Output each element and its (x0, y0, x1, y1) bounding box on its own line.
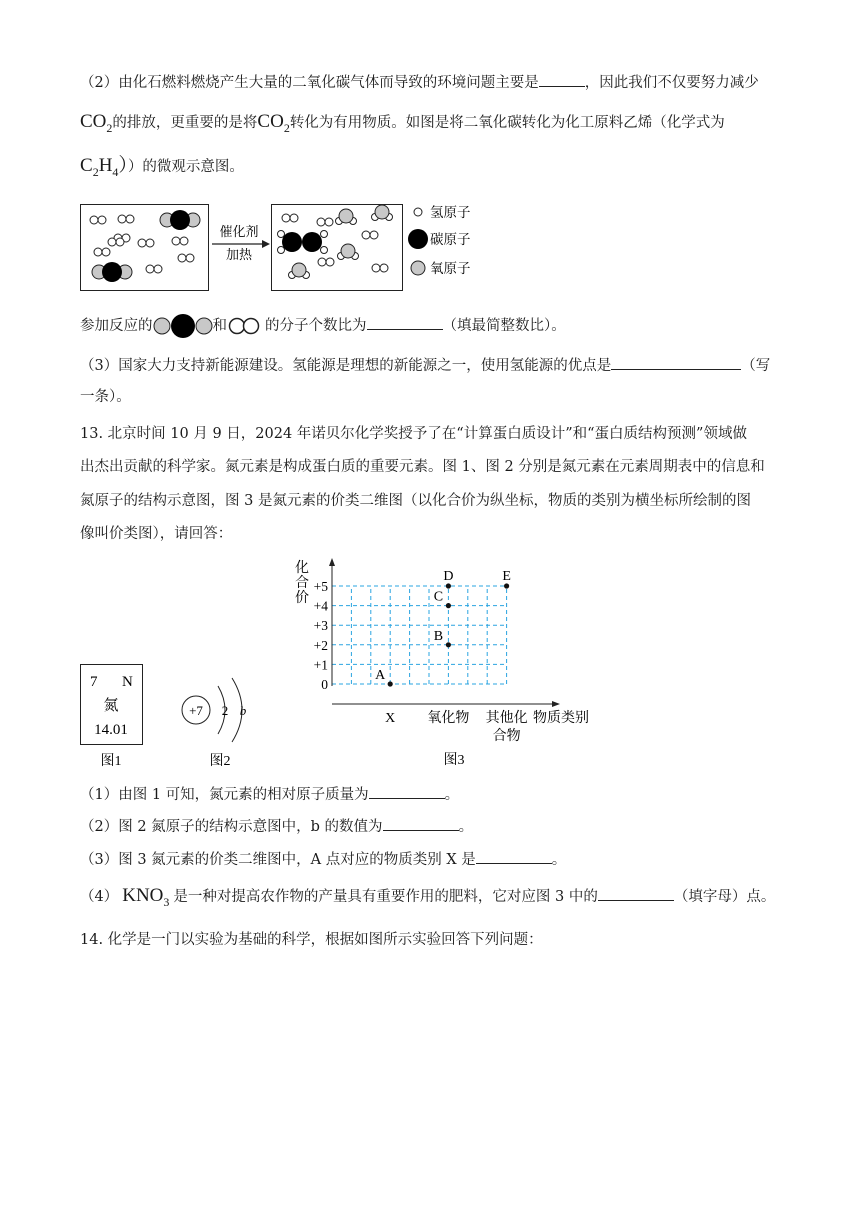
y-tick-label: +2 (313, 637, 328, 653)
text: （2）图 2 氮原子的结构示意图中，b 的数值为 (80, 819, 383, 835)
arrow-label-catalyst: 催化剂 (219, 224, 259, 239)
formula-co2: $CO_2$ (257, 111, 290, 135)
data-point-a (388, 681, 393, 686)
x-tick-label: 其他化 (485, 711, 528, 726)
answer-blank[interactable] (383, 816, 459, 831)
data-label-e: E (502, 569, 511, 584)
answer-blank[interactable] (369, 784, 445, 799)
answer-blank[interactable] (611, 355, 741, 370)
h2-molecule-icon (227, 316, 261, 336)
q13-sub2 (80, 816, 473, 837)
data-point-c (446, 603, 451, 608)
svg-text:碳原子: 碳原子 (430, 232, 471, 247)
q14-stem: 14. 化学是一门以实验为基础的科学，根据如图所示实验回答下列问题： (80, 932, 543, 948)
q13-stem-line4: 像叫价类图），请回答： (80, 526, 233, 542)
data-label-a: A (375, 668, 386, 683)
nuclear-charge: +7 (189, 703, 203, 718)
text: （3）国家大力支持新能源建设。氢能源是理想的新能源之一，使用氢能源的优点是 (80, 358, 612, 374)
text: （2）由化石燃料燃烧产生大量的二氧化碳气体而导致的环境问题主要是 (80, 75, 539, 91)
q12-p2-line2 (80, 112, 725, 138)
figure-1-element-cell (80, 664, 160, 770)
legend-hydrogen-icon (414, 208, 422, 216)
x-tick-label: 氧化物 (427, 711, 470, 726)
y-axis-arrow (329, 558, 335, 566)
shell-1-electrons: 2 (221, 703, 229, 718)
svg-text:氧原子: 氧原子 (430, 261, 471, 276)
q13-stem-line3: 氮原子的结构示意图，图 3 是氮元素的价类二维图（以化合价为纵坐标，物质的类别为横坐标所绘制的图 (80, 493, 751, 509)
q12-p2-line1 (80, 72, 759, 93)
text: （写 (741, 358, 771, 374)
y-axis-label-3: 价 (295, 591, 309, 606)
text: （填字母）点。 (673, 889, 776, 905)
text: 。 (458, 819, 474, 835)
element-name: 氮 (103, 698, 119, 714)
answer-blank[interactable] (476, 849, 552, 864)
co2-molecule (92, 262, 132, 282)
data-point-e (504, 583, 509, 588)
text: ，因此我们不仅要努力减少 (584, 75, 759, 91)
reaction-diagram (80, 196, 480, 292)
text: 和 (212, 318, 227, 334)
text: 。 (444, 787, 460, 803)
q12-ratio-line (80, 314, 566, 338)
shell-2-electrons: b (239, 703, 247, 718)
y-tick-label: +3 (313, 618, 328, 634)
text: 的分子个数比为 (265, 318, 367, 334)
text: （1）由图 1 可知，氮元素的相对原子质量为 (80, 787, 369, 803)
x-tick-label: 合物 (492, 729, 521, 744)
text: ）的微观示意图。 (127, 159, 244, 175)
figure-1-caption: 图1 (100, 754, 122, 769)
svg-text:氢原子: 氢原子 (430, 205, 471, 220)
y-tick-label: +1 (313, 657, 328, 673)
co2-molecule (160, 210, 200, 230)
co2-molecule-icon (153, 314, 213, 338)
text: 一条）。 (80, 389, 131, 405)
q12-p3-line2 (80, 387, 131, 407)
data-label-d: D (443, 569, 454, 584)
element-symbol: N (122, 674, 133, 690)
text: 参加反应的 (80, 318, 153, 334)
data-label-b: B (433, 628, 444, 644)
data-point-b (446, 642, 451, 647)
y-tick-label: 0 (321, 677, 328, 692)
x-axis-arrow (552, 701, 560, 707)
x-tick-label: X (385, 711, 396, 726)
atomic-mass: 14.01 (94, 722, 128, 738)
answer-blank[interactable] (367, 315, 443, 330)
q12-p3-line1 (80, 355, 770, 376)
formula-c2h4: $C_2H_4$） (80, 155, 128, 179)
text: 。 (551, 852, 567, 868)
figure-3-caption: 图3 (443, 753, 465, 768)
data-label-c: C (433, 589, 444, 605)
text: （3）图 3 氮元素的价类二维图中，A 点对应的物质类别 X 是 (80, 852, 476, 868)
data-point-d (446, 583, 451, 588)
text: （4） (80, 889, 119, 905)
q13-stem-line1: 13. 北京时间 10 月 9 日，2024 年诺贝尔化学奖授予了在“计算蛋白质设计”和“蛋白质结构预测”领域做 (80, 426, 747, 442)
text: 转化为有用物质。如图是将二氧化碳转化为化工原料乙烯（化学式为 (289, 115, 725, 131)
answer-blank[interactable] (539, 72, 585, 87)
figure-3-valence-chart (280, 554, 600, 770)
arrow-label-heat: 加热 (225, 247, 253, 262)
figure-2-caption: 图2 (209, 754, 231, 769)
q13-sub1 (80, 784, 459, 805)
y-axis-label-2: 合 (295, 576, 309, 591)
q13-sub4 (80, 886, 775, 912)
y-tick-label: +5 (313, 579, 328, 594)
legend-carbon-icon (408, 229, 428, 249)
y-tick-label: +4 (313, 598, 328, 614)
q13-sub3 (80, 849, 566, 870)
q12-p2-line3 (80, 156, 244, 182)
q13-stem-line2: 出杰出贡献的科学家。氮元素是构成蛋白质的重要元素。图 1、图 2 分别是氮元素在元素周期表中的信息和 (80, 459, 765, 475)
text: （填最简整数比）。 (442, 318, 566, 334)
answer-blank[interactable] (598, 886, 674, 901)
legend-oxygen-icon (411, 261, 425, 275)
x-axis-label: 物质类别 (533, 711, 589, 726)
text: 是一种对提高农作物的产量具有重要作用的肥料，它对应图 3 中的 (173, 889, 598, 905)
y-axis-label-1: 化 (295, 561, 309, 576)
text: 的排放，更重要的是将 (112, 115, 258, 131)
formula-kno3: $KNO_3$ (122, 885, 170, 909)
arrow-head (262, 240, 270, 248)
figure-2-atom-structure (176, 672, 266, 770)
atomic-number: 7 (90, 674, 98, 690)
formula-co2: $CO_2$ (80, 111, 113, 135)
